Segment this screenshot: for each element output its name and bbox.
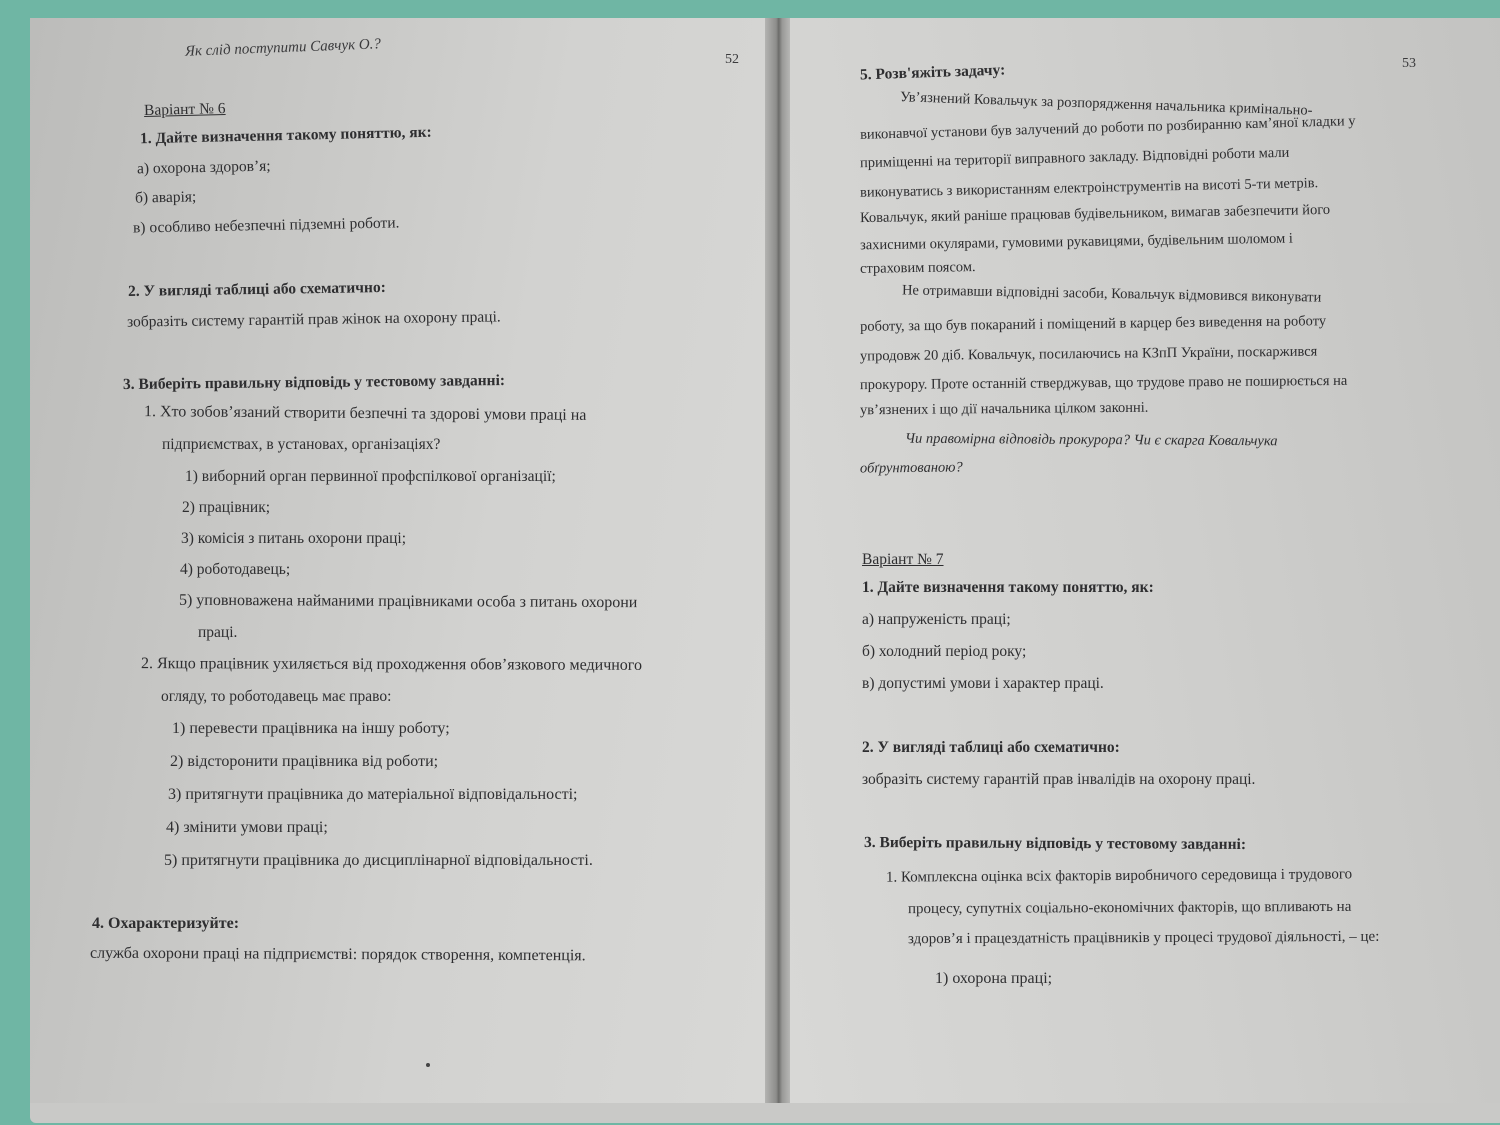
v6-q1-item: в) особливо небезпечні підземні роботи. <box>132 214 400 237</box>
speck <box>426 1063 430 1067</box>
task-para2-line: роботу, за що був покараний і поміщений в карцер без виведення на роботу <box>859 313 1327 335</box>
v6-test1-option: 4) роботодавець; <box>180 561 291 578</box>
task-question-line: обґрунтованою? <box>859 459 963 477</box>
v7-test1-option: 1) охорона праці; <box>935 970 1053 987</box>
task-para1-line: приміщенні на території виправного закладу. Відповідні роботи мали <box>859 144 1290 172</box>
v6-test1-line1: 1. Хто зобов’язаний створити безпечні та здорові умови праці на <box>143 403 587 424</box>
left-page <box>30 18 765 1103</box>
v6-test2-option: 1) перевести працівника на іншу роботу; <box>172 720 450 737</box>
v7-q1-item: а) напруженість праці; <box>862 611 1011 628</box>
v6-test2-option: 3) притягнути працівника до матеріальної відповідальності; <box>168 786 578 803</box>
right-page <box>790 18 1500 1103</box>
v6-q5-title: 5. Розв'яжіть задачу: <box>859 61 1006 84</box>
v6-q3-title: 3. Виберіть правильну відповідь у тестовому завданні: <box>122 372 506 393</box>
v7-q3-title: 3. Виберіть правильну відповідь у тестовому завданні: <box>863 834 1247 853</box>
task-para1-line: захисними окулярами, гумовими рукавицями, будівельним шоломом і <box>859 230 1294 254</box>
task-question-line: Чи правомірна відповідь прокурора? Чи є скарга Ковальчука <box>904 430 1278 450</box>
v6-q1-title: 1. Дайте визначення такому поняттю, як: <box>139 123 432 148</box>
task-para2-line: Не отримавши відповідні засоби, Ковальчук відмовився виконувати <box>901 282 1322 306</box>
v6-test1-line2: підприємствах, в установах, організаціях? <box>162 436 441 453</box>
v6-test2-line1: 2. Якщо працівник ухиляється від проходження обов’язкового медичного <box>140 655 643 674</box>
v6-q2-text: зобразіть систему гарантій прав жінок на охорону праці. <box>126 308 501 331</box>
running-head: Як слід поступити Савчук О.? <box>184 36 382 60</box>
task-para1-line: Ув’язнений Ковальчук за розпорядження начальника кримінально- <box>899 89 1313 119</box>
v6-test2-line2: огляду, то роботодавець має право: <box>161 688 392 705</box>
v7-test1-line: здоров’я і працездатність працівників у процесі трудової діяльності, – це: <box>907 928 1380 948</box>
task-para1-line: виконуватись з використанням електроінструментів на висоті 5-ти метрів. <box>859 175 1319 201</box>
v6-test2-option: 4) змінити умови праці; <box>166 819 328 836</box>
v6-test1-option: 1) виборний орган первинної профспілкової організації; <box>185 468 556 485</box>
v7-q2-text: зобразіть систему гарантій прав інвалідів на охорону праці. <box>862 771 1256 788</box>
v6-q2-title: 2. У вигляді таблиці або схематично: <box>127 278 386 301</box>
v6-test1-option-cont: праці. <box>198 624 238 641</box>
task-para2-line: упродовж 20 діб. Ковальчук, посилаючись на КЗпП України, поскаржився <box>859 343 1318 365</box>
v6-q1-item: б) аварія; <box>134 188 197 207</box>
v6-q4-title: 4. Охарактеризуйте: <box>92 915 240 932</box>
v7-q1-title: 1. Дайте визначення такому поняттю, як: <box>862 579 1154 596</box>
page-number-left: 52 <box>725 52 739 67</box>
page-number-right: 53 <box>1402 56 1416 71</box>
variant-7-title: Варіант № 7 <box>862 551 944 568</box>
task-para1-line: Ковальчук, який раніше працював будівельником, вимагав забезпечити його <box>859 201 1331 227</box>
v6-test1-option: 3) комісія з питань охорони праці; <box>181 530 407 547</box>
v6-q4-text: служба охорони праці на підприємстві: порядок створення, компетенція. <box>89 944 586 965</box>
task-para2-line: ув’язнених і що дії начальника цілком законні. <box>859 399 1149 419</box>
v6-test2-option: 5) притягнути працівника до дисциплінарної відповідальності. <box>164 852 593 869</box>
v6-test1-option: 5) уповноважена найманими працівниками особа з питань охорони <box>178 591 638 612</box>
v6-test2-option: 2) відсторонити працівника від роботи; <box>170 753 439 770</box>
v7-q1-item: б) холодний період року; <box>862 643 1027 660</box>
variant-6-title: Варіант № 6 <box>143 100 226 119</box>
task-para2-line: прокурору. Проте останній стверджував, що трудове право не поширюється на <box>859 372 1348 394</box>
v7-q2-title: 2. У вигляді таблиці або схематично: <box>862 739 1120 756</box>
v7-test1-line: процесу, супутніх соціально-економічних факторів, що впливають на <box>907 898 1352 918</box>
paper-stack <box>30 18 1500 1123</box>
task-para1-line: страховим поясом. <box>859 259 976 277</box>
v6-q1-item: а) охорона здоров’я; <box>136 157 271 178</box>
v6-test1-option: 2) працівник; <box>182 499 271 516</box>
v7-test1-line: 1. Комплексна оцінка всіх факторів виробничого середовища і трудового <box>885 866 1353 886</box>
task-para1-line: виконавчої установи був залучений до роботи по розбиранню кам’яної кладки у <box>859 113 1356 143</box>
v7-q1-item: в) допустимі умови і характер праці. <box>862 675 1104 692</box>
